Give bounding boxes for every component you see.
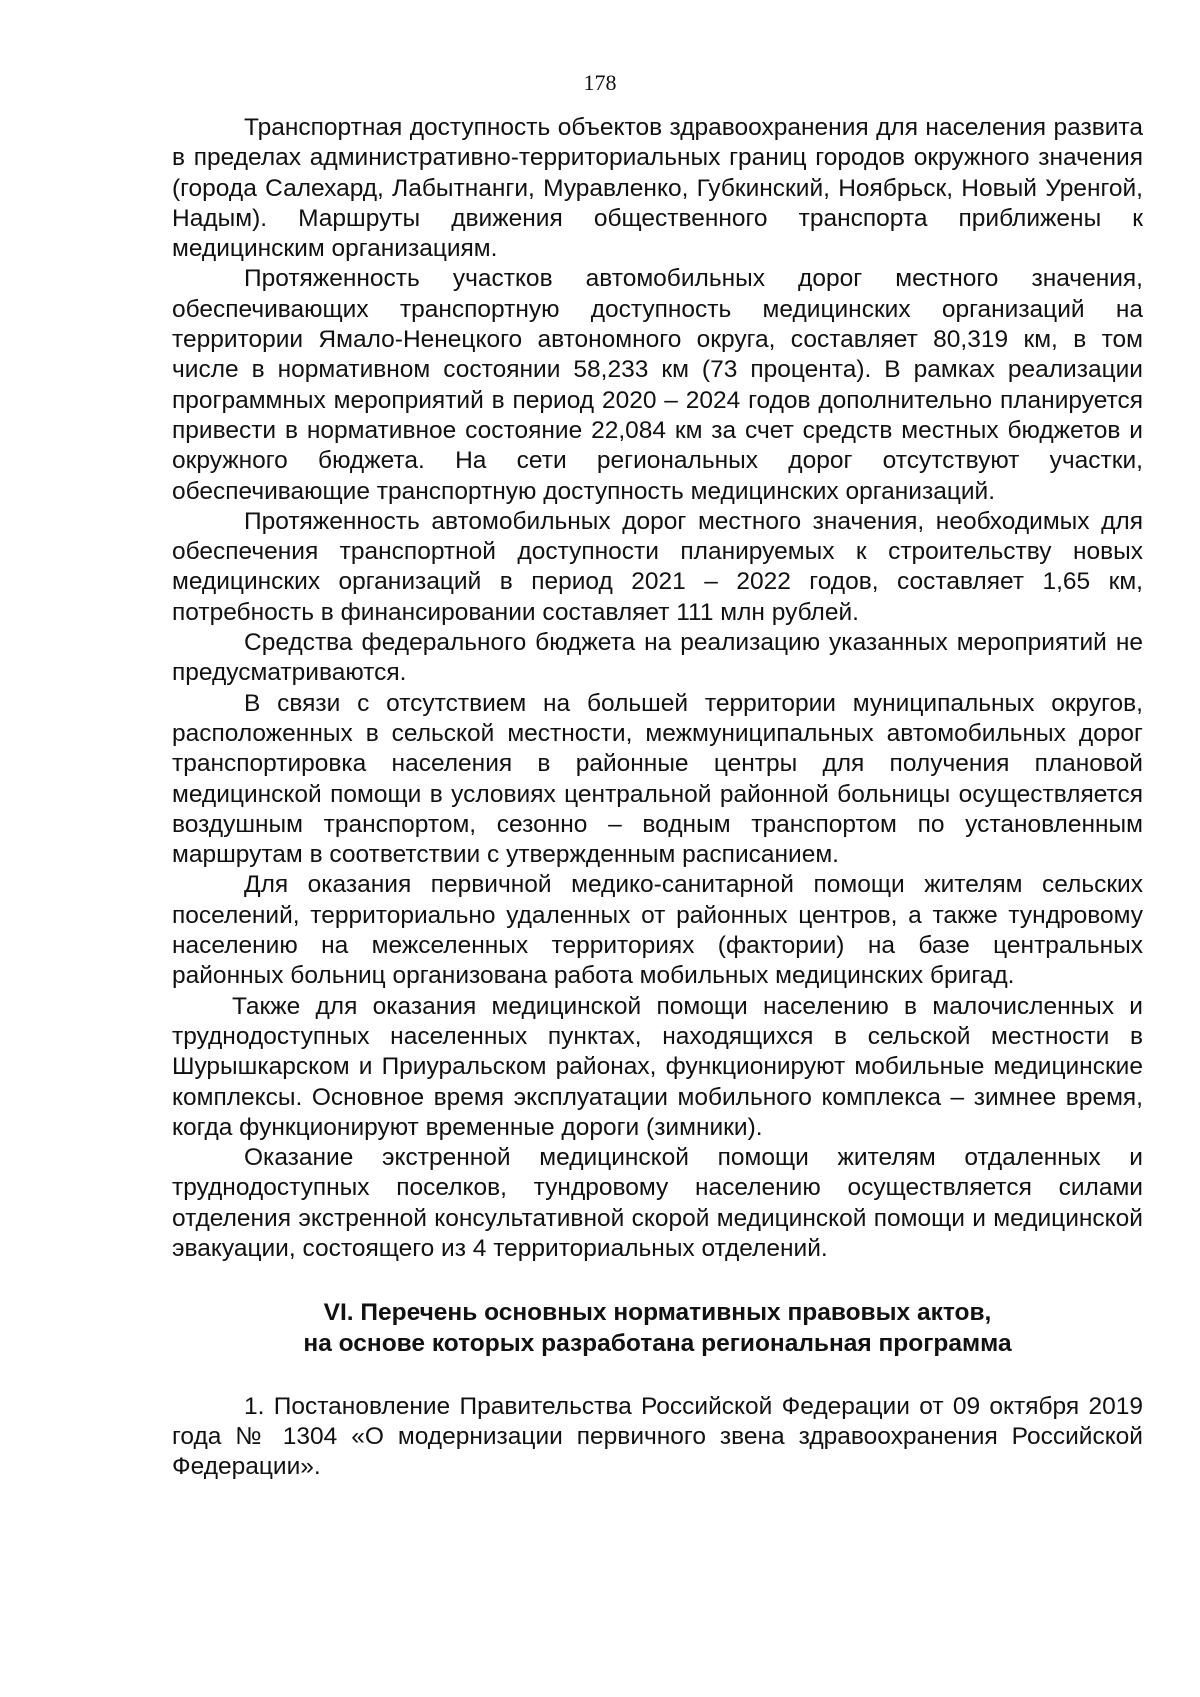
paragraph-emergency-care: Оказание экстренной медицинской помощи жителям отдаленных и труднодоступных поселков, тундровому населению осуществляется силами отделения экстренной консультативной скорой медицинской помощи и медицинской эвакуации, состоящего из 4 территориальных отделений. — [172, 1144, 1143, 1262]
page-number: 178 — [583, 70, 617, 95]
section-heading-line-1: VI. Перечень основных нормативных правовых актов, — [323, 1299, 992, 1327]
paragraph-air-transport: В связи с отсутствием на большей территории муниципальных округов, расположенных в сельской местности, межмуниципальных автомобильных дорог транспортировка населения в районные центры для получения плановой медицинской помощи в условиях центральной районной больницы осуществляется воздушным транспортом, сезонно – водным транспортом по установленным маршрутам в соответствии с утвержденным расписанием. — [172, 689, 1143, 869]
document-body — [172, 113, 1143, 1483]
paragraph-federal-funds: Средства федерального бюджета на реализацию указанных мероприятий не предусматриваются. — [172, 629, 1143, 687]
paragraph-new-roads: Протяженность автомобильных дорог местного значения, необходимых для обеспечения транспортной доступности планируемых к строительству новых медицинских организаций в период 2021 – 2022 годов, составляет 1,65 км, потребность в финансировании составляет 111 млн рублей. — [172, 507, 1143, 626]
section-heading — [172, 1298, 1143, 1359]
section-heading-line-2: на основе которых разработана региональная программа — [303, 1329, 1012, 1357]
paragraph-road-length: Протяженность участков автомобильных дорог местного значения, обеспечивающих транспортную доступность медицинских организаций на территории Ямало-Ненецкого автономного округа, составляет 80,319 км, в том числе в нормативном состоянии 58,233 км (73 процента). В рамках реализации программных мероприятий в период 2020 – 2024 годов дополнительно планируется привести в нормативное состояние 22,084 км за счет средств местных бюджетов и окружного бюджета. На сети региональных дорог отсутствуют участки, обеспечивающие транспортную доступность медицинских организаций. — [172, 265, 1143, 505]
paragraph-mobile-complexes: Также для оказания медицинской помощи населению в малочисленных и труднодоступных населенных пунктах, находящихся в сельской местности в Шурышкарском и Приуральском районах, функционируют мобильные медицинские комплексы. Основное время эксплуатации мобильного комплекса – зимнее время, когда функционируют временные дороги (зимники). — [172, 992, 1143, 1141]
list-item: 1. Постановление Правительства Российской Федерации от 09 октября 2019 года № 1304 «О модернизации первичного звена здравоохранения Российской Федерации». — [172, 1392, 1143, 1481]
paragraph-transport-access: Транспортная доступность объектов здравоохранения для населения развита в пределах административно-территориальных границ городов окружного значения (города Салехард, Лабытнанги, Муравленко, Губкинский, Ноябрьск, Новый Уренгой, Надым). Маршруты движения общественного транспорта приближены к медицинским организациям. — [172, 114, 1143, 263]
paragraph-mobile-brigades: Для оказания первичной медико-санитарной помощи жителям сельских поселений, территориально удаленных от районных центров, а также тундровому населению на межселенных территориях (фактории) на базе центральных районных больниц организована работа мобильных медицинских бригад. — [172, 871, 1143, 990]
